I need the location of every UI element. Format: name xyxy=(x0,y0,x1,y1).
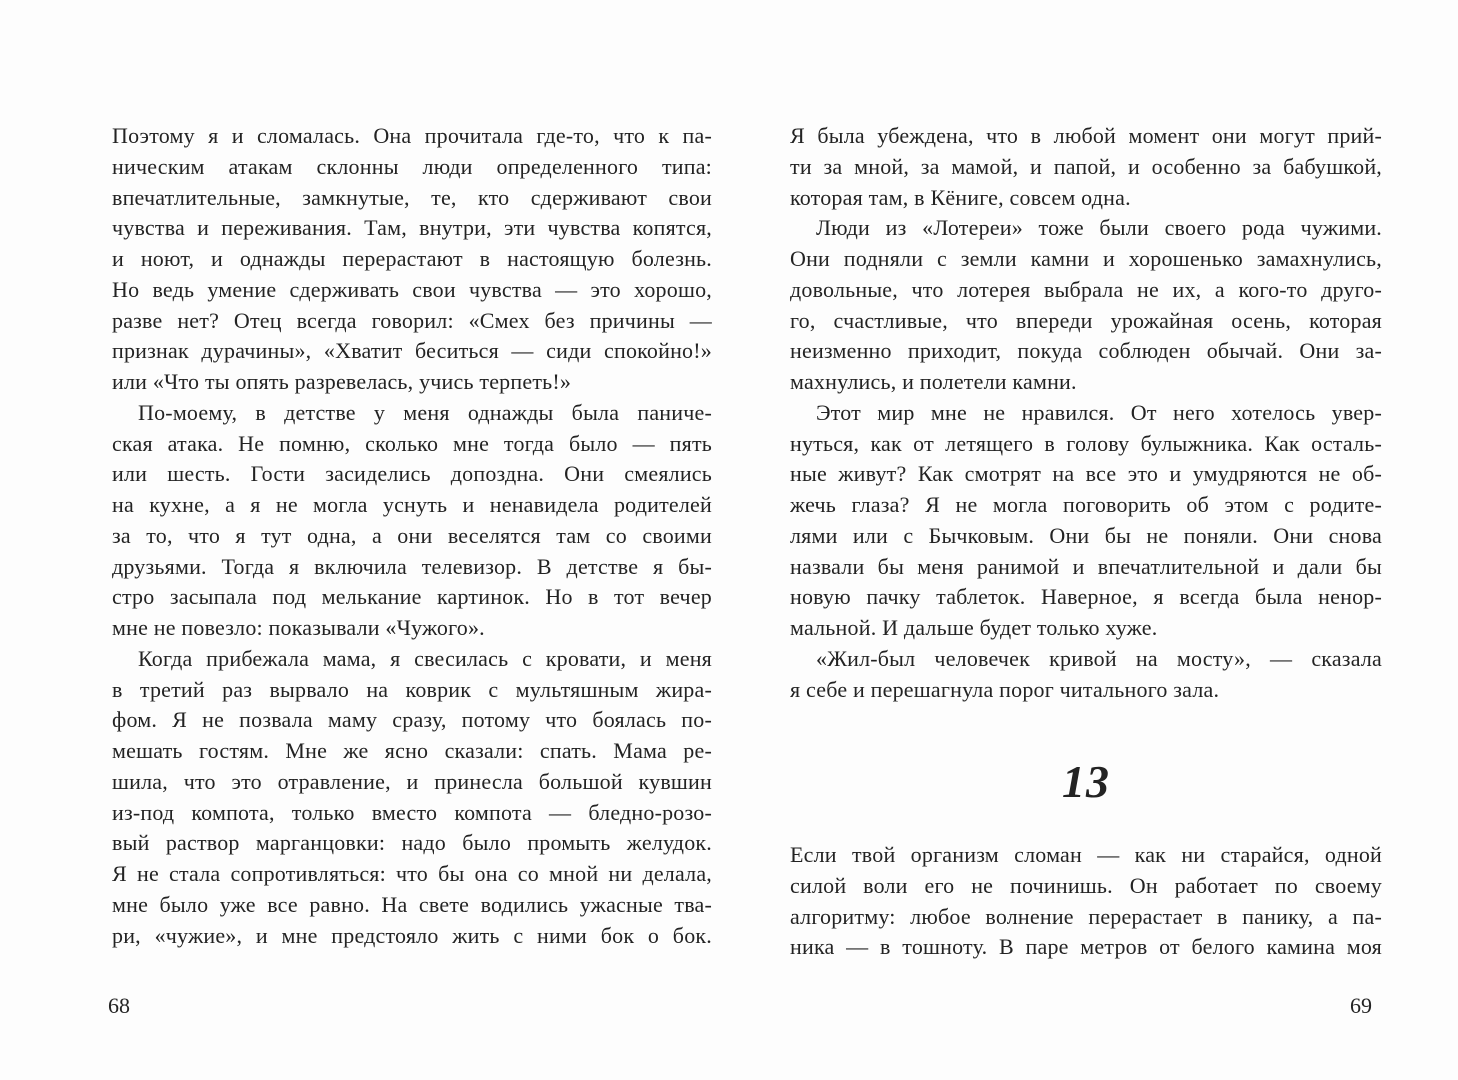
text-line: го, счастливые, что впереди урожайная осень, которая xyxy=(790,307,1382,333)
text-line: Этот мир мне не нравился. От него хотелось увер- xyxy=(816,399,1382,425)
text-line: в третий раз вырвало на коврик с мультяшным жира- xyxy=(112,676,712,702)
text-line: я себе и перешагнула порог читального зала. xyxy=(790,676,1220,702)
text-line: нуться, как от летящего в голову булыжника. Как осталь- xyxy=(790,430,1382,456)
text-line: назвали бы меня ранимой и впечатлительной и дали бы xyxy=(790,553,1382,579)
text-line: ника — в тошноту. В паре метров от белого камина моя xyxy=(790,934,1382,960)
text-line: мне было уже все равно. На свете водились ужасные тва- xyxy=(112,891,712,917)
text-line: лями или с Бычковым. Они бы не поняли. Они снова xyxy=(790,522,1382,548)
text-line: алгоритму: любое волнение перерастает в панику, а па- xyxy=(790,903,1382,929)
right-page-text-bottom xyxy=(790,840,1382,963)
text-line: Но ведь умение сдерживать свои чувства — это хорошо, xyxy=(112,276,712,302)
page-number-right: 69 xyxy=(1350,993,1372,1018)
text-line: на кухне, а я не могла уснуть и ненавидела родителей xyxy=(112,492,712,517)
text-line: или шесть. Гости засиделись допоздна. Они смеялись xyxy=(112,461,712,487)
text-line: чувства и переживания. Там, внутри, эти чувства копятся, xyxy=(112,215,712,241)
text-line: ская атака. Не помню, сколько мне тогда было — пять xyxy=(112,430,712,456)
text-line: стро засыпала под мелькание картинок. Но в тот вечер xyxy=(112,584,712,610)
text-line: признак дурачины», «Хватит беситься — сиди спокойно!» xyxy=(112,338,712,364)
paragraph xyxy=(112,121,712,398)
text-line: впечатлительные, замкнутые, те, кто сдерживают свои xyxy=(112,184,712,210)
text-line: неизменно приходит, покуда соблюден обычай. Они за- xyxy=(790,338,1382,364)
text-line: Я не стала сопротивляться: что бы она со мной ни делала, xyxy=(112,861,712,886)
text-line: мальной. И дальше будет только хуже. xyxy=(790,615,1158,640)
paragraph xyxy=(790,644,1382,706)
text-line: По-моему, в детстве у меня однажды была паниче- xyxy=(138,399,712,425)
text-line: друзьями. Тогда я включила телевизор. В детстве я бы- xyxy=(112,553,712,579)
text-line: мне не повезло: показывали «Чужого». xyxy=(112,615,485,640)
paragraph xyxy=(790,840,1382,963)
text-line: шила, что это отравление, и принесла большой кувшин xyxy=(112,768,712,794)
text-line: ти за мной, за мамой, и папой, и особенно за бабушкой, xyxy=(790,153,1382,179)
paragraph xyxy=(790,121,1382,213)
page-number-left: 68 xyxy=(108,993,130,1018)
text-line: или «Что ты опять разревелась, учись терпеть!» xyxy=(112,369,572,394)
text-line: Если твой организм сломан — как ни старайся, одной xyxy=(790,842,1382,867)
text-line: разве нет? Отец всегда говорил: «Смех без причины — xyxy=(112,307,712,333)
text-line: ные живут? Как смотрят на все это и умудряются не об- xyxy=(790,461,1382,487)
text-line: новую пачку таблеток. Наверное, я всегда была ненор- xyxy=(790,584,1382,610)
text-line: Я была убеждена, что в любой момент они могут прий- xyxy=(790,123,1382,148)
text-line: жечь глаза? Я не могла поговорить об этом с родите- xyxy=(790,492,1382,517)
text-line: Поэтому я и сломалась. Она прочитала где-то, что к па- xyxy=(112,123,712,148)
paragraph xyxy=(112,398,712,644)
text-line: довольные, что лотерея выбрала не их, а кого-то друго- xyxy=(790,276,1382,302)
paragraph xyxy=(790,398,1382,644)
text-line: которая там, в Кёниге, совсем одна. xyxy=(790,184,1131,210)
text-line: Они подняли с земли камни и хорошенько замахнулись, xyxy=(790,246,1382,271)
text-line: за то, что я тут одна, а они веселятся там со своими xyxy=(112,522,712,548)
paragraph xyxy=(790,213,1382,398)
text-line: силой воли его не починишь. Он работает по своему xyxy=(790,872,1382,898)
text-line: фом. Я не позвала маму сразу, потому что боялась по- xyxy=(112,707,712,733)
right-page-text-top xyxy=(790,121,1382,705)
text-line: ническим атакам склонны люди определенного типа: xyxy=(112,153,712,179)
right-page-bottom-block xyxy=(790,705,1382,963)
text-line: из-под компота, только вместо компота — бледно-розо- xyxy=(112,799,712,825)
text-line: Когда прибежала мама, я свесилась с кровати, и меня xyxy=(138,645,712,671)
text-line: мешать гостям. Мне же ясно сказали: спать. Мама ре- xyxy=(112,738,712,763)
text-line: Люди из «Лотереи» тоже были своего рода чужими. xyxy=(816,215,1382,241)
text-line: «Жил-был человечек кривой на мосту», — сказала xyxy=(816,645,1382,671)
text-line: вый раствор марганцовки: надо было промыть желудок. xyxy=(112,830,712,856)
text-line: ри, «чужие», и мне предстояло жить с ними бок о бок. xyxy=(112,922,712,948)
chapter-heading: 13 xyxy=(1062,756,1110,807)
left-page-text xyxy=(112,121,712,951)
text-line: и ноют, и однажды перерастают в настоящую болезнь. xyxy=(112,246,712,271)
text-line: махнулись, и полетели камни. xyxy=(790,369,1077,394)
paragraph xyxy=(112,644,712,952)
